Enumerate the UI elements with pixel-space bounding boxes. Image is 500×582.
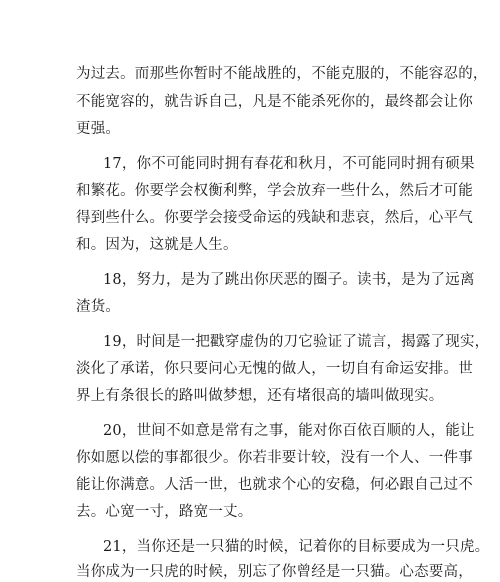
text-line: 更强。	[76, 121, 121, 137]
text-line: 21，当你还是一只猫的时候，记着你的目标要成为一只虎。	[103, 539, 490, 555]
text-line: 不能宽容的，就告诉自己，凡是不能杀死你的，最终都会让你	[76, 94, 473, 110]
text-line: 19，时间是一把戳穿虚伪的刀它验证了谎言，揭露了现实，	[103, 334, 490, 350]
text-line: 渣货。	[76, 299, 121, 315]
text-line: 18，努力，是为了跳出你厌恶的圈子。读书，是为了远离	[103, 272, 475, 288]
text-line: 你如愿以偿的事都很少。你若非要计较，没有一个人、一件事	[76, 450, 473, 466]
text-line: 当你成为一只虎的时候，别忘了你曾经是一只猫。心态要高，	[76, 564, 473, 580]
text-line: 去。心宽一寸，路宽一丈。	[76, 504, 253, 520]
text-line: 得到些什么。你要学会接受命运的残缺和悲哀，然后，心平气	[76, 210, 473, 226]
text-line: 淡化了承诺，你只要问心无愧的做人，一切自有命运安排。世	[76, 361, 473, 377]
text-line: 20，世间不如意是常有之事，能对你百依百顺的人，能让	[103, 423, 475, 439]
text-line: 能让你满意。人活一世，也就求个心的安稳，何必跟自己过不	[76, 477, 473, 493]
text-line: 和。因为，这就是人生。	[76, 237, 238, 253]
text-line: 为过去。而那些你暂时不能战胜的，不能克服的，不能容忍的，	[76, 66, 488, 82]
text-line: 和繁花。你要学会权衡利弊，学会放弃一些什么，然后才可能	[76, 183, 473, 199]
text-line: 17，你不可能同时拥有春花和秋月，不可能同时拥有硕果	[103, 156, 475, 172]
text-line: 界上有条很长的路叫做梦想，还有堵很高的墙叫做现实。	[76, 388, 444, 404]
